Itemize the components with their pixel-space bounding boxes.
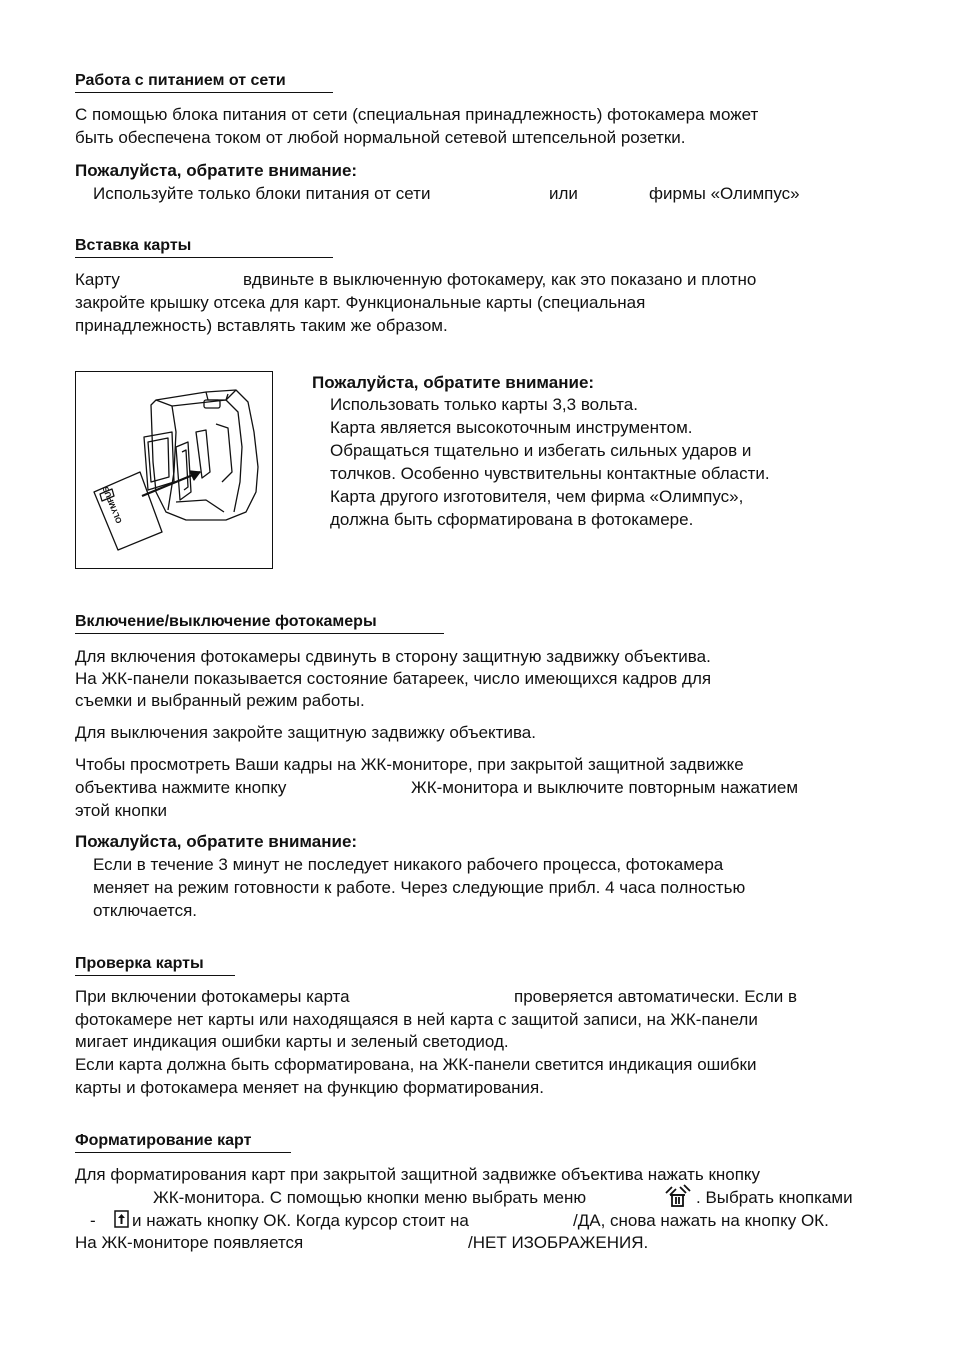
format-line-1: Для форматирования карт при закрытой защитной задвижке объектива нажать кнопку	[75, 1165, 761, 1184]
onoff-note-title: Пожалуйста, обратите внимание:	[75, 832, 358, 851]
format-line-2b: . Выбрать кнопками	[696, 1188, 853, 1207]
power-line-1: С помощью блока питания от сети (специальная принадлежность) фотокамера может	[75, 105, 759, 124]
heading-underline	[75, 257, 333, 258]
format-line-3a: -	[90, 1211, 96, 1230]
heading-format: Форматирование карт	[75, 1132, 252, 1149]
power-note-part-2: или	[549, 184, 578, 203]
power-note-title: Пожалуйста, обратите внимание:	[75, 161, 358, 180]
onoff-para1-line: На ЖК-панели показывается состояние батареек, число имеющихся кадров для	[75, 669, 712, 688]
format-line-3b: и нажать кнопку ОК. Когда курсор стоит на	[132, 1211, 469, 1230]
format-line-2a: ЖК-монитора. С помощью кнопки меню выбрать меню	[153, 1188, 587, 1207]
card-erase-menu-icon	[662, 1183, 694, 1209]
onoff-para2: Для выключения закройте защитную задвижку объектива.	[75, 723, 536, 742]
check-line-1b: проверяется автоматически. Если в	[514, 987, 798, 1006]
heading-power: Работа с питанием от сети	[75, 72, 286, 89]
power-note-part-3: фирмы «Олимпус»	[649, 184, 800, 203]
insert-note-line: Использовать только карты 3,3 вольта.	[330, 395, 638, 414]
heading-on-off: Включение/выключение фотокамеры	[75, 613, 377, 630]
heading-card-check: Проверка карты	[75, 955, 204, 972]
heading-underline	[75, 975, 235, 976]
insert-note-line: должна быть сформатирована в фотокамере.	[330, 510, 694, 529]
onoff-para1-line: съемки и выбранный режим работы.	[75, 691, 365, 710]
format-line-3c: /ДА, снова нажать на кнопку ОК.	[573, 1211, 829, 1230]
check-line: мигает индикация ошибки карты и зеленый светодиод.	[75, 1032, 509, 1051]
insert-note-line: Карта другого изготовителя, чем фирма «Олимпус»,	[330, 487, 744, 506]
insert-line-2: закройте крышку отсека для карт. Функциональные карты (специальная	[75, 293, 646, 312]
insert-line-1b: вдвиньте в выключенную фотокамеру, как это показано и плотно	[243, 270, 757, 289]
heading-underline	[75, 1152, 291, 1153]
insert-note-line: Обращаться тщательно и избегать сильных ударов и	[330, 441, 752, 460]
card-brand-label: OLYMPUS	[100, 485, 124, 525]
up-arrow-box-icon	[113, 1209, 131, 1229]
insert-note-line: толчков. Особенно чувствительны контактные области.	[330, 464, 770, 483]
onoff-note-line: меняет на режим готовности к работе. Через следующие прибл. 4 часа полностью	[93, 878, 746, 897]
check-line: Если карта должна быть сформатирована, на ЖК-панели светится индикация ошибки	[75, 1055, 757, 1074]
check-line: фотокамере нет карты или находящаяся в ней карта с защитой записи, на ЖК-панели	[75, 1010, 758, 1029]
insert-note-line: Карта является высокоточным инструментом.	[330, 418, 693, 437]
onoff-note-line: Если в течение 3 минут не последует никакого рабочего процесса, фотокамера	[93, 855, 724, 874]
onoff-para3-line2b: ЖК-монитора и выключите повторным нажатием	[411, 778, 799, 797]
onoff-note-line: отключается.	[93, 901, 198, 920]
onoff-para3-line3: этой кнопки	[75, 801, 167, 820]
onoff-para3-line1: Чтобы просмотреть Ваши кадры на ЖК-мониторе, при закрытой защитной задвижке	[75, 755, 744, 774]
onoff-para3-line2a: объектива нажмите кнопку	[75, 778, 287, 797]
format-line-4b: /НЕТ ИЗОБРАЖЕНИЯ.	[468, 1233, 649, 1252]
check-line-1a: При включении фотокамеры карта	[75, 987, 350, 1006]
camera-card-illustration	[76, 372, 272, 568]
power-note-part-1: Используйте только блоки питания от сети	[93, 184, 431, 203]
insert-note-title: Пожалуйста, обратите внимание:	[312, 373, 595, 392]
onoff-para1-line: Для включения фотокамеры сдвинуть в сторону защитную задвижку объектива.	[75, 647, 711, 666]
heading-underline	[75, 92, 333, 93]
heading-card-insert: Вставка карты	[75, 237, 192, 254]
check-line: карты и фотокамера меняет на функцию форматирования.	[75, 1078, 544, 1097]
format-line-4a: На ЖК-мониторе появляется	[75, 1233, 304, 1252]
insert-line-1a: Карту	[75, 270, 120, 289]
heading-underline	[75, 633, 444, 634]
power-line-2: быть обеспечена током от любой нормальной сетевой штепсельной розетки.	[75, 128, 686, 147]
card-insertion-figure	[75, 371, 273, 569]
insert-line-3: принадлежность) вставлять таким же образом.	[75, 316, 448, 335]
